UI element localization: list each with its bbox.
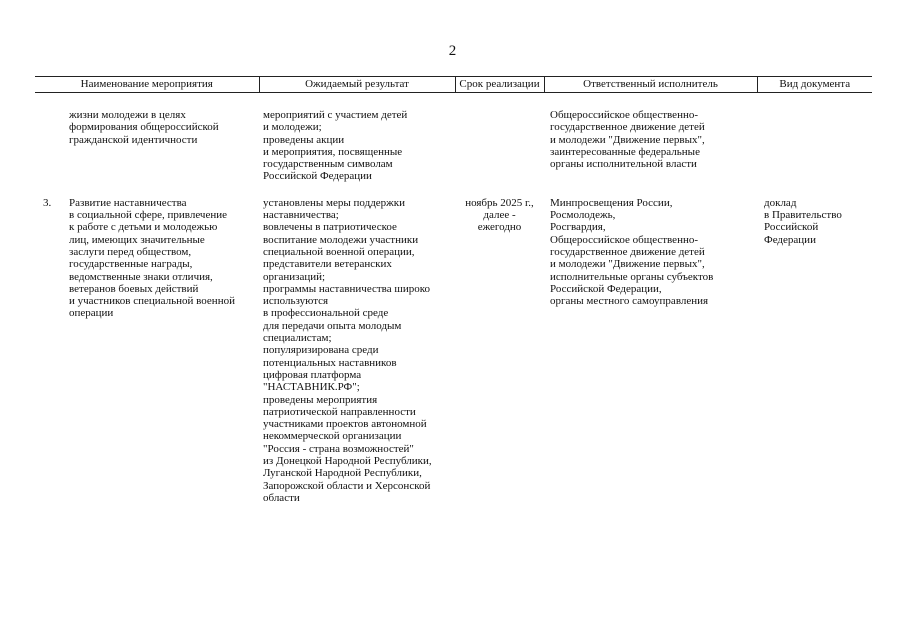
executor-cell <box>544 93 757 197</box>
event-name-cell <box>35 93 259 197</box>
executor-text: Минпросвещения России, Росмолодежь, Росгвардия, Общероссийское общественно- государственное движение детей и молодежи "Движение первых", исполнительные органы субъектов Российской Федерации, органы местного самоуправления <box>550 196 714 308</box>
event-name-text: Развитие наставничества в социальной сфере, привлечение к работе с детьми и молодежью лиц, имеющих значительные заслуги перед обществом, государственные награды, ведомственные знаки отличия, ветеранов боевых действий и участников специальной военной операции <box>69 196 235 320</box>
expected-result-text: установлены меры поддержки наставничества; вовлечены в патриотическое воспитание молодежи участники специальной военной операции, представители ветеранских организаций; программы наставничества широко используются в профессиональной среде для передачи опыта молодым специалистам; популяризирована среди потенциальных наставников цифровая платформа "НАСТАВНИК.РФ"; проведены мероприятия патриотической направленности участниками проектов автономной некоммерческой организации "Россия - страна возможностей" из Донецкой Народной Республики, Луганской Народной Республики, Запорожской области и Херсонской области <box>263 196 432 504</box>
table-row <box>35 93 872 197</box>
expected-result-cell <box>259 93 455 197</box>
header-expected-result: Ожидаемый результат <box>259 77 455 93</box>
deadline-cell <box>455 197 544 504</box>
deadline-text: ноябрь 2025 г., далее - ежегодно <box>465 196 534 234</box>
header-responsible-executor: Ответственный исполнитель <box>544 77 757 93</box>
header-event-name: Наименование мероприятия <box>35 77 259 93</box>
table-header-row <box>35 77 872 93</box>
events-table <box>35 76 872 504</box>
document-type-cell <box>757 93 872 197</box>
event-name-text: жизни молодежи в целях формирования общероссийской гражданской идентичности <box>69 109 219 146</box>
page-number: 2 <box>448 43 457 59</box>
header-document-type: Вид документа <box>757 77 872 93</box>
executor-cell <box>544 197 757 504</box>
executor-text: Общероссийское общественно- государственное движение детей и молодежи "Движение первых", заинтересованные федеральные органы исполнительной власти <box>550 109 705 171</box>
document-type-cell <box>757 197 872 504</box>
table-row <box>35 197 872 504</box>
document-type-text: доклад в Правительство Российской Федерации <box>764 196 842 246</box>
event-name-cell <box>35 197 259 504</box>
expected-result-text: мероприятий с участием детей и молодежи; проведены акции и мероприятия, посвященные государственным символам Российской Федерации <box>263 109 408 183</box>
header-deadline: Срок реализации <box>455 77 544 93</box>
deadline-cell <box>455 93 544 197</box>
row-number: 3. <box>43 196 52 209</box>
expected-result-cell <box>259 197 455 504</box>
